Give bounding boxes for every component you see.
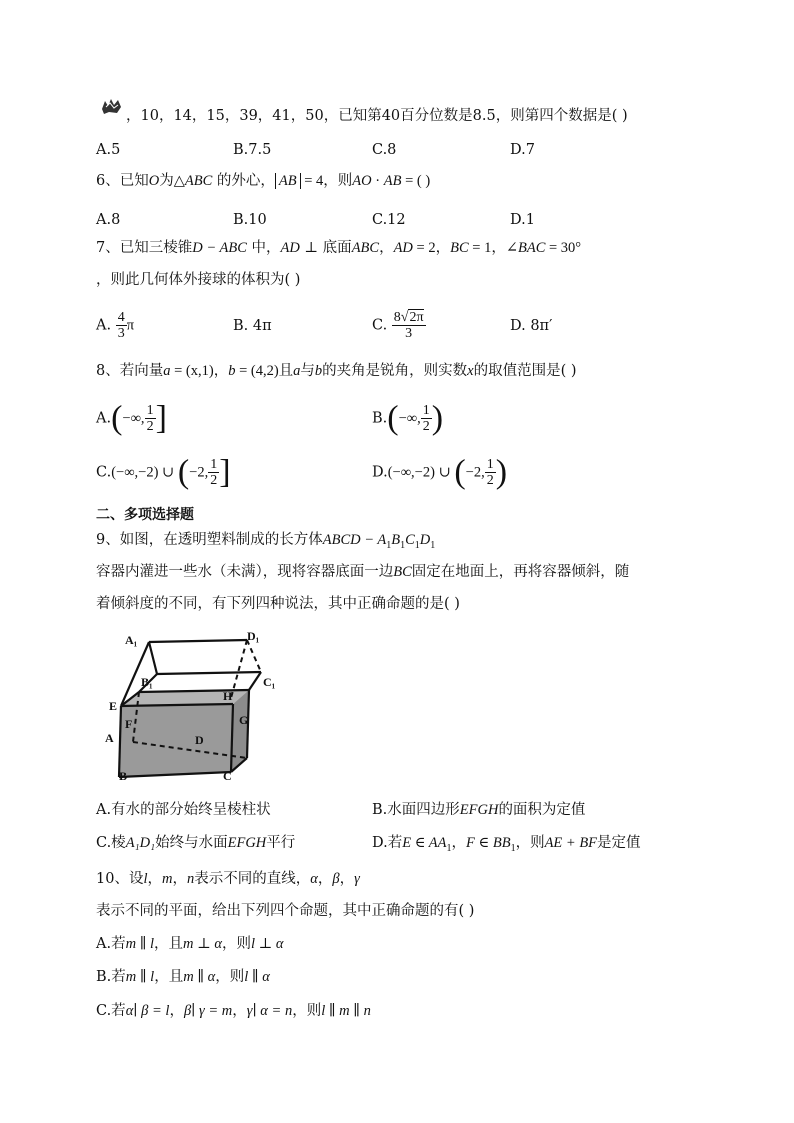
label-d: D — [195, 733, 204, 747]
q5-option-a: A.5 — [96, 142, 121, 158]
label-h: H — [223, 689, 233, 703]
label-e: E — [109, 699, 118, 713]
q9-option-d: D.若E ∈ $AA_1$，F ∈ $BB_1$，则AE + BF是定值 — [372, 835, 641, 854]
q9-stem-line3: 着倾斜度的不同，有下列四种说法，其中正确命题的是( ) — [96, 596, 460, 612]
label-c1: C₁ — [263, 675, 276, 689]
q10-option-c: C.若α∣ β = l，β∣ γ = m，γ∣ α = n，则l ∥ m ∥ n — [96, 1003, 371, 1019]
q6-option-a: A.8 — [96, 212, 121, 228]
q8-stem: 8、若向量a = (x,1)，b = (4,2)且a与b的夹角是锐角，则实数x的取值范围是( ) — [96, 363, 577, 379]
q7-stem-line2: ，则此几何体外接球的体积为( ) — [96, 272, 301, 288]
q10-stem-line1: 10、设l，m，n表示不同的直线，α，β，γ — [96, 871, 360, 887]
q8-option-d: D.(−∞,−2) ∪ (−2, $\frac{1}{2}$ ) — [372, 453, 508, 491]
q7-stem: 7、已知三棱锥D − ABC 中，AD ⊥ 底面ABC，AD = 2，BC = 1，∠BAC = 30° — [96, 240, 582, 256]
q5-stem: ，10，14，15，39，41，50，已知第40百分位数是8.5，则第四个数据是( ) — [126, 108, 628, 124]
label-a1: A₁ — [125, 633, 138, 647]
q6-option-c: C.12 — [372, 212, 406, 228]
label-b1: B₁ — [141, 675, 153, 689]
q10-stem-line2: 表示不同的平面，给出下列四个命题，其中正确命题的有( ) — [96, 903, 475, 919]
q7-option-d: D. 8π′ — [510, 318, 553, 334]
q6-option-b: B.10 — [233, 212, 267, 228]
q9-cuboid-figure — [103, 630, 283, 785]
label-c: C — [223, 769, 232, 783]
q9-option-c: C.棱A₁D₁始终与水面EFGH平行 — [96, 835, 296, 851]
q5-option-c: C.8 — [372, 142, 397, 158]
q9-stem-line1: 9、如图，在透明塑料制成的长方体ABCD − $A_1B_1C_1D_1$ — [96, 532, 436, 551]
section-heading: 二、多项选择题 — [96, 507, 194, 523]
q10-option-a: A.若m ∥ l，且m ⊥ α，则l ⊥ α — [96, 936, 284, 952]
ink-blot-icon — [100, 97, 124, 115]
label-a: A — [105, 731, 114, 745]
q8-option-b: B.(−∞, $\frac{1}{2}$ ) — [372, 399, 444, 437]
q9-stem-line2: 容器内灌进一些水（未满），现将容器底面一边BC固定在地面上，再将容器倾斜，随 — [96, 564, 630, 580]
q7-option-b: B. 4π — [233, 318, 272, 334]
q7-option-c: C. $\frac{8√2\pi}{3}$ — [372, 310, 424, 341]
q6-stem: 6、已知O为△ABC 的外心， AB = 4，则AO · AB = ( ) — [96, 173, 431, 189]
label-b: B — [119, 769, 128, 783]
q10-option-b: B.若m ∥ l，且m ∥ α，则l ∥ α — [96, 969, 270, 985]
q8-option-c: C.(−∞,−2) ∪ (−2, $\frac{1}{2}$ ] — [96, 453, 231, 491]
q9-option-a: A.有水的部分始终呈棱柱状 — [96, 802, 271, 818]
q8-option-a: A.(−∞, $\frac{1}{2}$ ] — [96, 399, 167, 437]
water-front-face — [119, 704, 233, 777]
q5-option-b: B.7.5 — [233, 142, 272, 158]
q7-option-a: A. $\frac{4}{3}$ π — [96, 310, 135, 341]
label-d1: D₁ — [247, 630, 260, 643]
q9-option-b: B.水面四边形EFGH的面积为定值 — [372, 802, 586, 818]
q5-option-d: D.7 — [510, 142, 535, 158]
label-g: G — [239, 713, 249, 727]
q6-option-d: D.1 — [510, 212, 535, 228]
label-f: F — [125, 717, 133, 731]
